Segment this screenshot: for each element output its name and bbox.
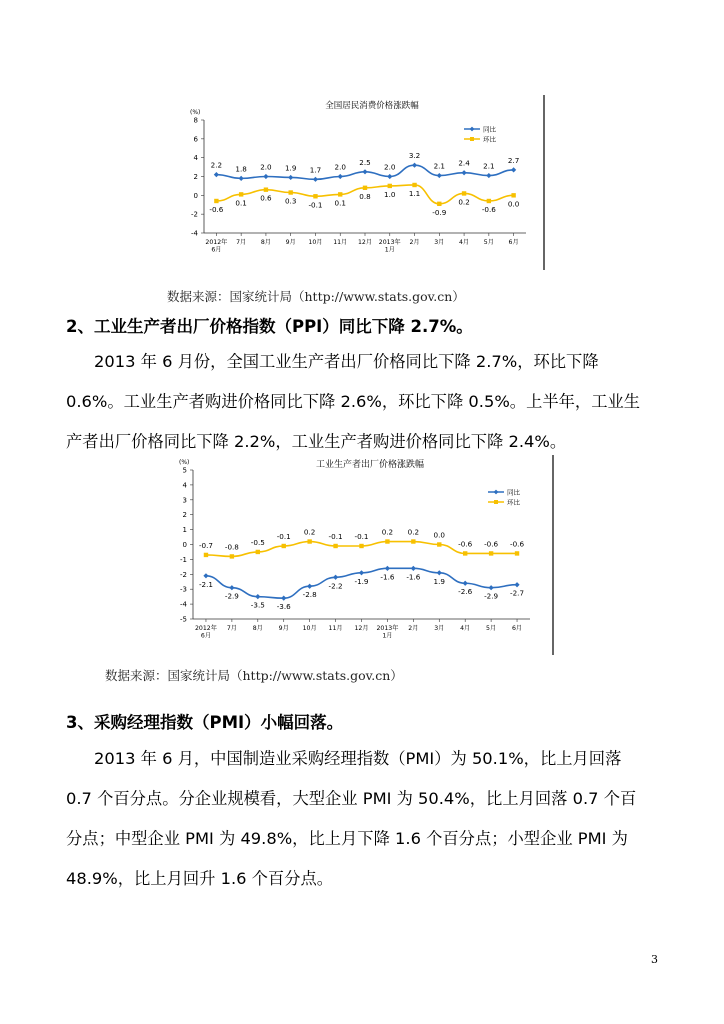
x-tick-label: 7月: [236, 239, 247, 246]
data-point: [385, 566, 390, 571]
x-tick-label: 2012年: [194, 625, 217, 632]
source-note-2: 数据来源：国家统计局（http://www.stats.gov.cn）: [105, 668, 403, 683]
data-point: [333, 575, 338, 580]
data-label: 2.4: [458, 158, 470, 168]
paragraph-pmi: [66, 739, 662, 899]
data-label: -2.8: [302, 590, 317, 600]
legend-label: 同比: [507, 488, 520, 497]
x-tick-label: 7月: [226, 625, 237, 632]
y-tick-label: -2: [180, 570, 187, 579]
data-label: 0.2: [458, 197, 470, 207]
data-label: -0.1: [328, 531, 343, 541]
data-label: 0.3: [284, 196, 297, 206]
x-tick-label: 1月: [384, 246, 395, 254]
data-point: [307, 539, 311, 543]
y-tick-label: -4: [180, 600, 187, 609]
data-point: [412, 183, 416, 187]
x-tick-label: 4月: [460, 625, 471, 632]
paragraph-line: 2013 年 6 月，中国制造业采购经理指数（PMI）为 50.1%，比上月回落: [94, 749, 622, 768]
x-tick-label: 6月: [508, 239, 519, 246]
data-label: -1.6: [406, 572, 421, 582]
data-point: [388, 184, 392, 188]
x-tick-label: 9月: [285, 239, 296, 246]
data-point: [359, 570, 364, 575]
data-point: [511, 167, 516, 172]
x-tick-label: 2012年: [205, 239, 228, 246]
data-point: [230, 554, 234, 558]
source-note-1: 数据来源：国家统计局（http://www.stats.gov.cn）: [167, 289, 465, 304]
data-point: [333, 544, 337, 548]
chart-title: 工业生产者出厂价格涨跌幅: [315, 460, 425, 470]
data-point: [463, 581, 468, 586]
data-label: -3.6: [276, 602, 291, 612]
section-heading-ppi: 2、工业生产者出厂价格指数（PPI）同比下降 2.7%。: [66, 317, 473, 336]
x-tick-label: 2月: [408, 625, 419, 632]
y-tick-label: 5: [182, 466, 187, 475]
data-point: [288, 175, 293, 180]
y-tick-label: 0: [182, 541, 187, 549]
paragraph-line: 2013 年 6 月份，全国工业生产者出厂价格同比下降 2.7%，环比下降: [94, 352, 599, 371]
data-label: -2.6: [458, 587, 473, 597]
data-label: 0.8: [359, 191, 371, 201]
data-label: 0.6: [260, 193, 272, 203]
y-unit-label: (%): [190, 109, 201, 116]
cpi-chart: [182, 95, 548, 270]
x-tick-label: 10月: [302, 625, 317, 632]
data-point: [437, 570, 442, 575]
data-point: [229, 585, 234, 590]
data-label: -0.6: [458, 539, 473, 549]
x-tick-label: 10月: [308, 239, 323, 246]
y-tick-label: 6: [193, 135, 198, 144]
paragraph-ppi: [66, 342, 662, 462]
cpi-chart-svg: [182, 95, 548, 270]
y-tick-label: 0: [193, 191, 198, 200]
x-tick-label: 11月: [333, 239, 348, 246]
data-point: [489, 551, 493, 555]
data-point: [515, 551, 519, 555]
x-tick-label: 8月: [252, 625, 263, 632]
y-tick-label: -5: [180, 615, 187, 624]
x-tick-label: 9月: [278, 625, 289, 632]
data-point: [412, 163, 417, 168]
data-label: 1.8: [235, 164, 247, 174]
data-label: -3.5: [250, 600, 265, 610]
data-label: -2.1: [198, 579, 213, 589]
data-point: [338, 192, 342, 196]
y-tick-label: 3: [182, 496, 187, 505]
data-point: [461, 170, 466, 175]
data-label: -0.1: [308, 200, 323, 210]
data-label: -0.1: [276, 531, 291, 541]
data-label: 0.2: [303, 527, 316, 537]
data-label: 2.0: [334, 162, 346, 172]
y-tick-label: 8: [193, 116, 198, 125]
y-tick-label: 1: [182, 526, 187, 535]
x-tick-label: 6月: [211, 246, 222, 254]
x-tick-label: 5月: [486, 625, 497, 632]
data-point: [239, 192, 243, 196]
data-label: 2.7: [507, 155, 520, 165]
data-label: 2.0: [260, 162, 272, 172]
chart-title: 全国居民消费价格涨跌幅: [325, 101, 419, 111]
x-tick-label: 12月: [357, 239, 373, 246]
legend-marker: [494, 500, 498, 504]
data-point: [363, 186, 367, 190]
data-point: [387, 174, 392, 179]
data-point: [437, 202, 441, 206]
section-heading-pmi: 3、采购经理指数（PMI）小幅回落。: [66, 713, 344, 732]
data-point: [204, 553, 208, 557]
data-label: 0.1: [334, 198, 346, 208]
x-tick-label: 2月: [409, 239, 420, 246]
data-point: [288, 190, 292, 194]
data-label: -0.6: [510, 539, 525, 549]
data-label: -0.8: [224, 542, 239, 552]
data-point: [313, 194, 317, 198]
y-tick-label: -3: [180, 585, 187, 594]
paragraph-line: 48.9%，比上月回升 1.6 个百分点。: [66, 869, 334, 888]
x-tick-label: 2013年: [378, 239, 401, 246]
x-tick-label: 8月: [260, 239, 271, 246]
x-tick-label: 12月: [354, 625, 369, 632]
ppi-chart-svg: [170, 455, 560, 655]
data-label: 2.1: [483, 161, 495, 171]
legend-marker: [470, 137, 474, 141]
data-point: [511, 193, 515, 197]
x-tick-label: 3月: [434, 625, 445, 632]
data-label: -2.9: [484, 591, 499, 601]
data-point: [282, 544, 286, 548]
paragraph-line: 0.7 个百分点。分企业规模看，大型企业 PMI 为 50.4%，比上月回落 0.7 个百: [66, 789, 637, 808]
data-label: -0.6: [209, 204, 224, 214]
paragraph-line: 分点；中型企业 PMI 为 49.8%，比上月下降 1.6 个百分点；小型企业 PMI 为: [66, 829, 628, 848]
data-point: [486, 173, 491, 178]
data-label: -2.2: [328, 581, 343, 591]
data-point: [214, 172, 219, 177]
paragraph-line: 0.6%。工业生产者购进价格同比下降 2.6%，环比下降 0.5%。上半年，工业生: [66, 392, 641, 411]
ppi-chart: [170, 455, 560, 655]
y-unit-label: (%): [179, 459, 190, 466]
data-label: -0.1: [354, 531, 369, 541]
x-tick-label: 11月: [328, 625, 343, 632]
data-label: 0.2: [381, 527, 394, 537]
data-point: [338, 174, 343, 179]
data-point: [411, 539, 415, 543]
data-label: -1.9: [354, 576, 369, 586]
y-tick-label: 4: [193, 154, 198, 163]
x-tick-label: 6月: [200, 632, 212, 640]
y-tick-label: -4: [191, 229, 198, 238]
data-label: 1.7: [309, 165, 322, 175]
legend-label: 环比: [507, 498, 520, 507]
data-label: 0.1: [235, 198, 247, 208]
data-label: 3.2: [408, 151, 421, 161]
data-label: -0.7: [198, 540, 213, 550]
data-point: [307, 584, 312, 589]
data-label: -2.9: [224, 591, 239, 601]
y-tick-label: -2: [191, 210, 198, 219]
data-point: [255, 594, 260, 599]
data-point: [264, 187, 268, 191]
data-label: -2.7: [510, 588, 525, 598]
data-point: [514, 582, 519, 587]
y-tick-label: -1: [180, 555, 187, 564]
y-tick-label: 2: [182, 511, 187, 520]
data-point: [239, 176, 244, 181]
data-label: 0.0: [433, 530, 445, 540]
data-label: 1.9: [433, 576, 445, 586]
legend-label: 同比: [483, 125, 496, 134]
data-point: [463, 551, 467, 555]
x-tick-label: 6月: [511, 625, 523, 632]
data-label: -0.6: [481, 204, 496, 214]
legend-label: 环比: [483, 135, 496, 144]
data-point: [203, 573, 208, 578]
data-point: [489, 585, 494, 590]
data-label: 1.1: [408, 188, 421, 198]
legend-marker: [470, 127, 475, 132]
data-point: [462, 191, 466, 195]
legend-marker: [494, 490, 499, 495]
data-point: [214, 199, 218, 203]
data-label: 0.2: [407, 527, 420, 537]
data-label: 1.0: [384, 189, 396, 199]
data-label: -1.6: [380, 572, 395, 582]
data-point: [263, 174, 268, 179]
x-tick-label: 3月: [434, 239, 445, 246]
x-tick-label: 4月: [459, 239, 470, 246]
data-label: 2.5: [359, 157, 371, 167]
data-point: [256, 550, 260, 554]
y-tick-label: 2: [193, 173, 198, 181]
paragraph-line: 产者出厂价格同比下降 2.2%，工业生产者购进价格同比下降 2.4%。: [66, 432, 567, 451]
data-label: -0.6: [484, 539, 499, 549]
data-label: -0.5: [250, 537, 265, 547]
data-label: 2.2: [210, 160, 223, 170]
data-point: [385, 539, 389, 543]
data-label: 0.0: [507, 199, 520, 209]
data-point: [359, 544, 363, 548]
data-label: -0.9: [432, 207, 447, 217]
data-point: [437, 542, 441, 546]
data-label: 1.9: [284, 163, 297, 173]
data-label: 2.1: [433, 161, 446, 171]
data-point: [281, 596, 286, 601]
x-tick-label: 2013年: [376, 625, 399, 632]
data-point: [313, 177, 318, 182]
y-tick-label: 4: [182, 481, 187, 490]
data-label: 2.0: [384, 162, 396, 172]
page-number: 3: [651, 953, 658, 966]
x-tick-label: 1月: [382, 632, 393, 640]
data-point: [362, 169, 367, 174]
data-point: [487, 199, 491, 203]
x-tick-label: 5月: [483, 239, 494, 246]
data-point: [411, 566, 416, 571]
data-point: [437, 173, 442, 178]
